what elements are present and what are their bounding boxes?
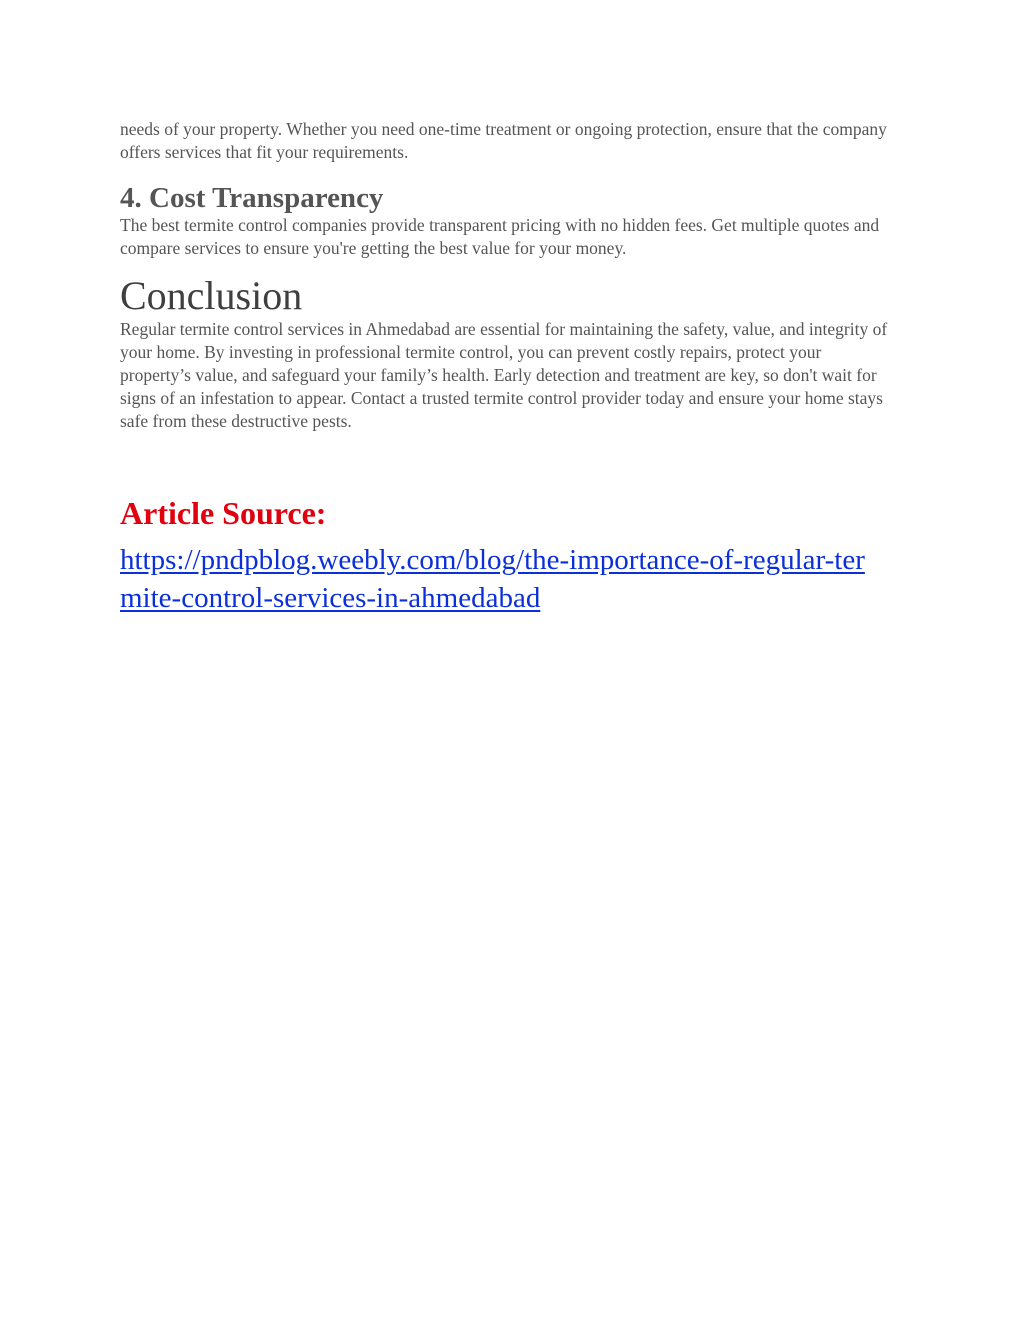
document-page <box>120 118 910 617</box>
section-4-heading: 4. Cost Transparency <box>120 182 384 214</box>
intro-paragraph: needs of your property. Whether you need one-time treatment or ongoing protection, ensure that the company offers services that fit your requirements. <box>120 119 887 162</box>
conclusion-heading: Conclusion <box>120 273 303 318</box>
article-source-link[interactable]: https://pndpblog.weebly.com/blog/the-importance-of-regular-termite-control-services-in-ahmedabad <box>120 544 865 614</box>
section-4-paragraph: The best termite control companies provide transparent pricing with no hidden fees. Get multiple quotes and compare services to ensure you're getting the best value for your money. <box>120 215 880 258</box>
article-source-heading: Article Source: <box>120 495 327 531</box>
conclusion-paragraph: Regular termite control services in Ahmedabad are essential for maintaining the safety, value, and integrity of your home. By investing in professional termite control, you can prevent costly repairs, protect your property’s value, and safeguard your family’s health. Early detection and treatment are key, so don't wait for signs of an infestation to appear. Contact a trusted termite control provider today and ensure your home stays safe from these destructive pests. <box>120 319 888 431</box>
